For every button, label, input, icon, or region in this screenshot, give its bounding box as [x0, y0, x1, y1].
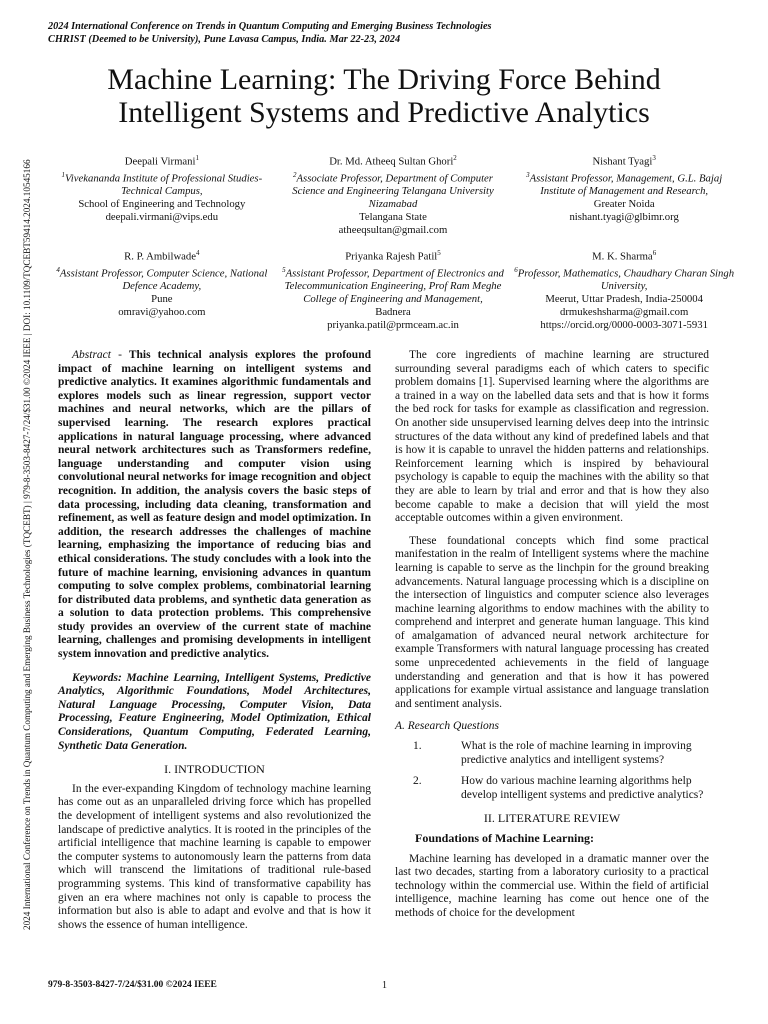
author-card: [510, 247, 738, 332]
abstract-text: This technical analysis explores the profound impact of machine learning on intelligent systems and predictive analytics. It examines algorithmic fundamentals and explores models such as linear regression, support vector machines and neural networks, which are the pillars of supervised learning. The research explores practical applications in natural language processing, where advanced neural network architectures such as Transformers redefine, language understanding and computer vision using convolutional neural networks for image recognition and object recognition. In addition, the analysis covers the basic steps of data processing, including data cleaning, transformation and refinement, as well as feature design and model optimization. In addition, the research addresses the challenges of machine learning, emphasizing the importance of reducing bias and ethical considerations. The study concludes with a look into the future of machine learning, envisioning advances in quantum computing to solve complex problems, combinatorial learning for distributed data problems, and synthetic data generation as a solution to data protection problems. This comprehensive study provides an overview of the current state of machine learning, challenges and promising developments in intelligent system innovation and predictive analytics.: [58, 349, 371, 661]
author-email: drmukeshsharma@gmail.com: [560, 306, 689, 319]
author-affiliation: $^4$Assistant Professor, Computer Science, National Defence Academy,: [56, 265, 268, 293]
author-row: [48, 152, 738, 237]
author-email: deepali.virmani@vips.edu: [105, 211, 219, 224]
page-number: 1: [382, 980, 387, 991]
conference-header: [48, 20, 492, 46]
section-heading-literature-review: II. LITERATURE REVIEW: [483, 811, 621, 826]
paper-title: Machine Learning: The Driving Force Behind Intelligent Systems and Predictive Analytics: [107, 63, 661, 129]
subsection-heading-foundations: Foundations of Machine Learning:: [415, 831, 595, 845]
author-block: [48, 152, 738, 332]
author-affiliation: $^5$Assistant Professor, Department of Electronics and Telecommunication Engineering, Prof Ram Meghe College of Engineering and Management,: [282, 265, 504, 306]
body-paragraph: Machine learning has developed in a dramatic manner over the last two decades, starting from a laboratory curiosity to a practical technology within the commercial use. Within the field of artificial intelligence, machine learning has come out hence one of the methods of choice for the development: [395, 852, 709, 919]
author-name: Priyanka Rajesh Patil$^5$: [345, 249, 441, 263]
author-extra: Pune: [151, 293, 173, 306]
abstract: [58, 349, 371, 662]
author-name: M. K. Sharma$^6$: [592, 249, 657, 263]
author-extra: Telangana State: [359, 211, 427, 224]
footer-isbn: 979-8-3503-8427-7/24/$31.00 ©2024 IEEE: [48, 980, 217, 990]
author-extra: Meerut, Uttar Pradesh, India-250004: [545, 293, 703, 306]
author-row: [48, 247, 738, 332]
introduction-paragraph: In the ever-expanding Kingdom of technology machine learning has come out as an unparalleled driving force which has propelled the development of intelligent systems and also revolutionized the landscape of predictive analytics. It is rooted in the principles of the artificial intelligence that machine learning is capable to empower the computer systems to autonomously learn the patterns from data which will transcend the limitations of traditional rule-based programming systems. This kind of transformative capability has given an era where machines not only is capable to process the information but also is able to adapt and evolve and that is how it shows the essence of human intelligence.: [58, 782, 371, 931]
body-paragraph: The core ingredients of machine learning are structured surrounding several paradigms each of which caters to specific problem domains [1]. Supervised learning where the algorithms are a trained in a way on the labelled data sets and that is how it forms the bed rock for tasks for example as classification and regression. On another side unsupervised learning delves deep into the intrinsic structures of the data without any kind of predefined labels and that is how it is capable to unravel the hidden patterns and relationships. Reinforcement learning which is inspired by behavioural psychology is capable to equip the machines with the ability so that they are able to learn by trial and error and that is how they also become capable to make a decision that will yield the most acceptable outcomes within a given environment.: [395, 349, 709, 525]
research-questions-list: [395, 740, 709, 802]
abstract-label: Abstract -: [72, 349, 122, 361]
list-item-number: 2.: [413, 775, 422, 788]
author-email: atheeqsultan@gmail.com: [338, 224, 448, 237]
author-name: Deepali Virmani$^1$: [124, 154, 199, 168]
author-extra: Greater Noida: [593, 198, 655, 211]
author-card: [48, 152, 276, 237]
right-column: [395, 349, 709, 921]
conference-header-line2: CHRIST (Deemed to be University), Pune Lavasa Campus, India. Mar 22-23, 2024: [48, 34, 401, 45]
list-item: [395, 740, 709, 767]
author-affiliation: $^3$Assistant Professor, Management, G.L. Bajaj Institute of Management and Research,: [526, 170, 723, 198]
author-card: [48, 247, 276, 332]
author-extra: Badnera: [375, 306, 411, 319]
section-heading-introduction: I. INTRODUCTION: [164, 762, 265, 777]
list-item-number: 1.: [413, 740, 422, 753]
author-name: Dr. Md. Atheeq Sultan Ghori$^2$: [329, 154, 457, 168]
author-name: Nishant Tyagi$^3$: [592, 154, 656, 168]
author-extra: School of Engineering and Technology: [78, 198, 246, 211]
author-email: nishant.tyagi@glbimr.org: [569, 211, 679, 224]
subsection-heading-research-questions: A. Research Questions: [395, 720, 500, 733]
list-item: [395, 775, 709, 802]
left-column: [58, 349, 371, 932]
list-item-text: How do various machine learning algorithms help develop intelligent systems and predictive analytics?: [461, 775, 704, 801]
keywords: Keywords: Machine Learning, Intelligent Systems, Predictive Analytics, Algorithmic Foundations, Model Architectures, Natural Language Processing, Computer Vision, Data Processing, Feature Engineering, Model Optimization, Ethical Considerations, Quantum Computing, Federated Learning, Synthetic Data Generation.: [58, 671, 371, 752]
author-affiliation: $^1$Vivekananda Institute of Professional Studies-Technical Campus,: [61, 170, 263, 198]
body-paragraph: These foundational concepts which find some practical manifestation in the realm of Intelligent systems where the machine learning is capable to serve as the linchpin for the ground breaking advancements. Natural language processing which is a discipline on the intersection of linguistics and computer science also leverages machine learning algorithms to endow machines with the ability to comprehend and interpret and generate human language. This kind of amalgamation of advanced neural network architecture for example Transformers with natural language processing has created some unprecedented achievements in the field of language understanding and generation and that is how it has powered applications for example virtual assistance and language translation and sentiment analysis.: [395, 534, 709, 710]
author-card: [279, 247, 507, 332]
author-card: [510, 152, 738, 237]
side-margin-citation: 2024 International Conference on Trends in Quantum Computing and Emerging Business Technologies (TQCEBT) | 979-8-3503-8427-7/24/$31.00 ©2024 IEEE | DOI: 10.1109/TQCEBT59414.2024.10545166: [22, 159, 32, 930]
list-item-text: What is the role of machine learning in improving predictive analytics and intelligent systems?: [461, 740, 692, 766]
author-orcid: https://orcid.org/0000-0003-3071-5931: [540, 319, 708, 332]
author-email: omravi@yahoo.com: [118, 306, 206, 319]
conference-header-line1: 2024 International Conference on Trends in Quantum Computing and Emerging Business Technologies: [48, 21, 492, 32]
author-card: [279, 152, 507, 237]
author-affiliation: $^2$Associate Professor, Department of Computer Science and Engineering Telangana University Nizamabad: [292, 170, 494, 211]
author-email: priyanka.patil@prmceam.ac.in: [327, 319, 459, 332]
author-name: R. P. Ambilwade$^4$: [124, 249, 200, 263]
author-affiliation: $^6$Professor, Mathematics, Chaudhary Charan Singh University,: [514, 265, 735, 293]
